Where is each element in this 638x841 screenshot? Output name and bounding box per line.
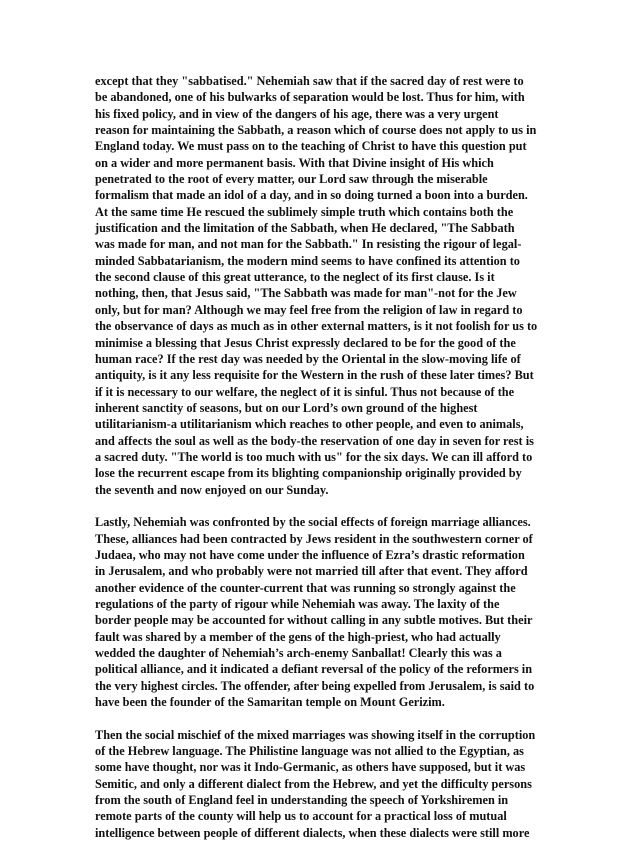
text-line: inherent sanctity of seasons, but on our Lord’s own ground of the highest	[95, 400, 478, 415]
paragraph-spacer	[95, 710, 555, 726]
text-line: intelligence between people of different dialects, when these dialects were still more	[95, 825, 530, 840]
text-line: a sacred duty. "The world is too much with us" for the six days. We can ill afford to	[95, 449, 533, 464]
text-line: the very highest circles. The offender, after being expelled from Jerusalem, is said to	[95, 678, 535, 693]
text-line: and affects the soul as well as the body-the reservation of one day in seven for rest is	[95, 433, 534, 448]
paragraph-3	[95, 727, 555, 841]
text-line: was made for man, and not man for the Sabbath." In resisting the rigour of legal-	[95, 237, 522, 252]
text-line: formalism that made an idol of a day, and in so doing turned a boon into a burden.	[95, 188, 528, 203]
paragraph-2	[95, 514, 555, 710]
text-line: utilitarianism-a utilitarianism which reaches to other people, and even to animals,	[95, 417, 524, 432]
text-line: only, but for man? Although we may feel free from the religion of law in regard to	[95, 302, 523, 317]
text-line: minimise a blessing that Jesus Christ expressly declared to be for the good of the	[95, 335, 516, 350]
text-line: his fixed policy, and in view of the dangers of his age, there was a very urgent	[95, 106, 499, 121]
text-line: some have thought, nor was it Indo-Germanic, as others have supposed, but it was	[95, 760, 526, 775]
document-text	[95, 73, 555, 841]
text-line: reason for maintaining the Sabbath, a reason which of course does not apply to us in	[95, 123, 537, 138]
text-line: political alliance, and it indicated a defiant reversal of the policy of the reformers in	[95, 662, 533, 677]
text-line: minded Sabbatarianism, the modern mind seems to have confined its attention to	[95, 253, 520, 268]
text-line: Then the social mischief of the mixed marriages was showing itself in the corruption	[95, 727, 536, 742]
text-line: lose the recurrent escape from its blighting companionship originally provided by	[95, 466, 522, 481]
paragraph-1	[95, 73, 555, 498]
text-line: England today. We must pass on to the teaching of Christ to have this question put	[95, 139, 527, 154]
text-line: Judaea, who may not have come under the influence of Ezra’s drastic reformation	[95, 547, 525, 562]
text-line: of the Hebrew language. The Philistine language was not allied to the Egyptian, as	[95, 744, 524, 759]
text-line: the second clause of this great utterance, to the neglect of its first clause. Is it	[95, 270, 495, 285]
text-line: human race? If the rest day was needed by the Oriental in the slow-moving life of	[95, 351, 521, 366]
paragraph-spacer	[95, 498, 555, 514]
text-line: from the south of England feel in understanding the speech of Yorkshiremen in	[95, 793, 509, 808]
text-line: except that they "sabbatised." Nehemiah saw that if the sacred day of rest were to	[95, 74, 524, 88]
text-line: penetrated to the root of every matter, our Lord saw through the miserable	[95, 172, 488, 187]
text-line: wedded the daughter of Nehemiah’s arch-enemy Sanballat! Clearly this was a	[95, 646, 502, 661]
text-line: antiquity, is it any less requisite for the Western in the rush of these later times? But	[95, 368, 534, 383]
text-line: regulations of the party of rigour while Nehemiah was away. The laxity of the	[95, 597, 500, 611]
text-line: on a wider and more permanent basis. With that Divine insight of His which	[95, 155, 494, 170]
text-line: nothing, then, that Jesus said, "The Sabbath was made for man"-not for the Jew	[95, 286, 517, 301]
text-line: if it is necessary to our welfare, the neglect of it is sinful. Thus not because of the	[95, 384, 515, 399]
text-line: Lastly, Nehemiah was confronted by the social effects of foreign marriage alliances.	[95, 515, 531, 530]
text-line: remote parts of the county will help us to account for a practical loss of mutual	[95, 809, 507, 824]
text-line: the observance of days as much as in other external matters, is it not foolish for us to	[95, 319, 538, 334]
text-line: At the same time He rescued the sublimely simple truth which contains both the	[95, 204, 514, 219]
text-line: Semitic, and only a different dialect from the Hebrew, and yet the difficulty persons	[95, 776, 532, 791]
text-line: These, alliances had been contracted by Jews resident in the southwestern corner of	[95, 531, 533, 546]
text-line: the seventh and now enjoyed on our Sunday.	[95, 482, 329, 497]
text-line: fault was shared by a member of the gens of the high-priest, who had actually	[95, 629, 501, 644]
text-line: justification and the limitation of the Sabbath, when He declared, "The Sabbath	[95, 221, 515, 236]
text-line: have been the founder of the Samaritan temple on Mount Gerizim.	[95, 695, 445, 710]
text-line: another evidence of the counter-current that was running so strongly against the	[95, 580, 516, 595]
text-line: border people may be accounted for without calling in any subtle motives. But their	[95, 613, 533, 628]
text-line: in Jerusalem, and who probably were not married till after that event. They afford	[95, 564, 528, 579]
text-line: be abandoned, one of his bulwarks of separation would be lost. Thus for him, with	[95, 90, 525, 105]
